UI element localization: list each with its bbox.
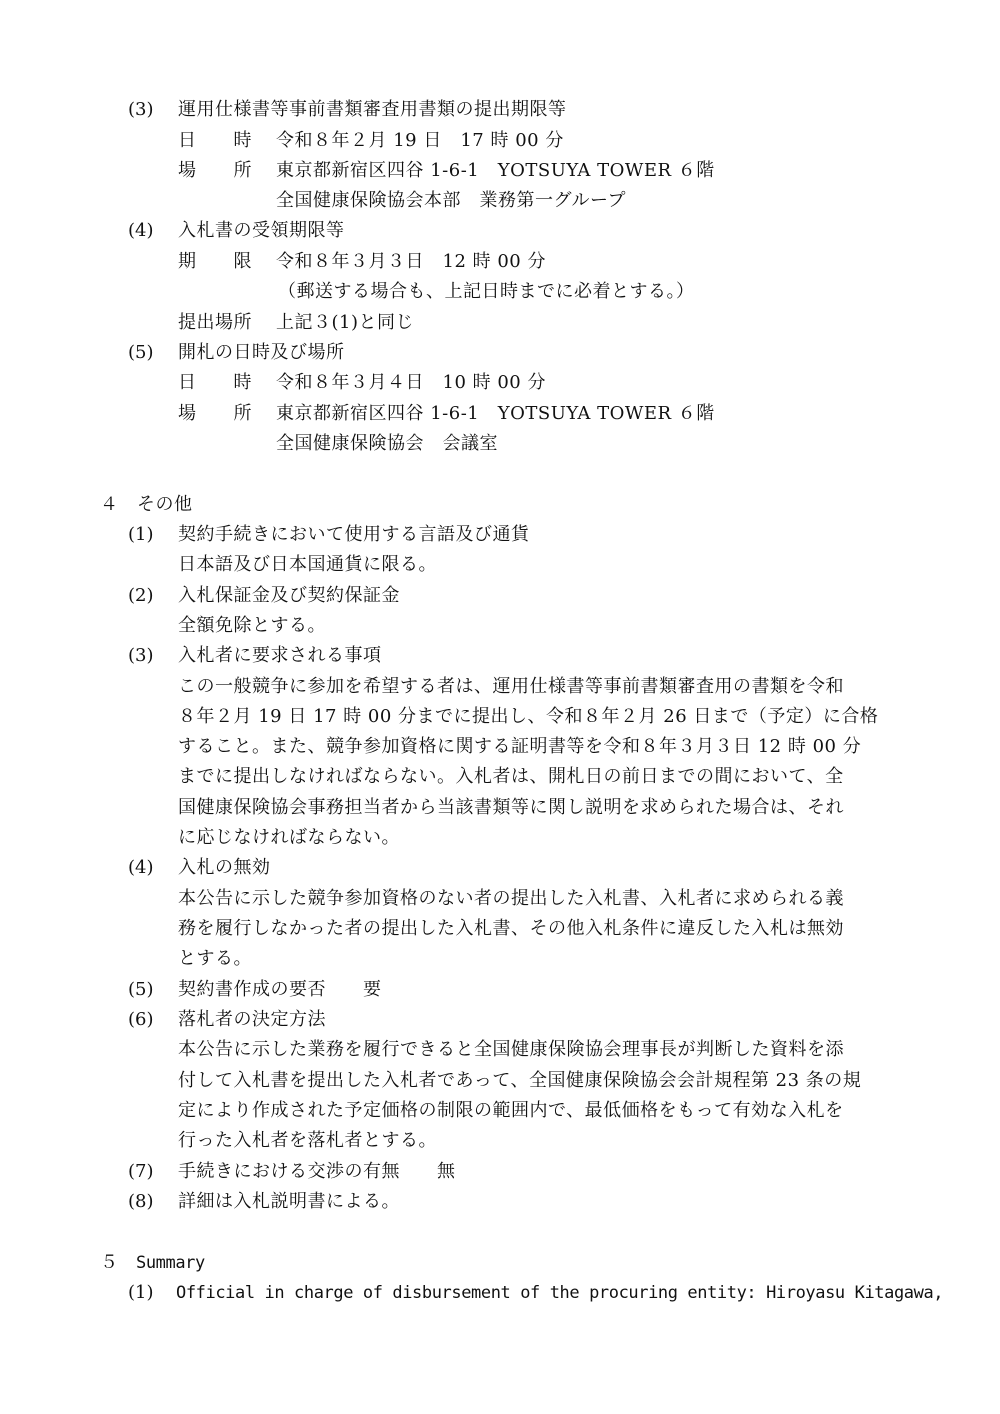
item-number: (3) (128, 645, 154, 666)
item-title: 契約手続きにおいて使用する言語及び通貨 (178, 524, 530, 545)
paragraph-line: 務を履行しなかった者の提出した入札書、その他入札条件に違反した入札は無効 (178, 918, 844, 939)
item-number: (3) (128, 99, 154, 120)
item-title: 入札書の受領期限等 (178, 220, 345, 241)
paragraph-line: ８年２月 19 日 17 時 00 分までに提出し、令和８年２月 26 日まで（予定）に合格 (178, 706, 879, 727)
item-number: (8) (128, 1191, 154, 1212)
section-number: ５ (100, 1252, 119, 1273)
paragraph-line: に応じなければならない。 (178, 827, 400, 848)
item-title: 落札者の決定方法 (178, 1009, 326, 1030)
paragraph-line: 定により作成された予定価格の制限の範囲内で、最低価格をもって有効な入札を (178, 1100, 844, 1121)
submit-place-value: 上記３(1)と同じ (276, 312, 414, 333)
item-title: 開札の日時及び場所 (178, 342, 345, 363)
place-line-1: 東京都新宿区四谷 1-6-1 YOTSUYA TOWER ６階 (276, 160, 715, 181)
deadline-label: 期 限 (178, 251, 252, 272)
place-label: 場 所 (178, 403, 252, 424)
date-label: 日 時 (178, 130, 252, 151)
paragraph-line: とする。 (178, 948, 252, 969)
place-line-2: 全国健康保険協会本部 業務第一グループ (276, 190, 627, 211)
paragraph-line: 本公告に示した業務を履行できると全国健康保険協会理事長が判断した資料を添 (178, 1039, 844, 1060)
item-title: 入札の無効 (178, 857, 271, 878)
paragraph-line: この一般競争に参加を希望する者は、運用仕様書等事前書類審査用の書類を令和 (178, 676, 844, 697)
paragraph-line: 付して入札書を提出した入札者であって、全国健康保険協会会計規程第 23 条の規 (178, 1070, 862, 1091)
item-title: 入札保証金及び契約保証金 (178, 585, 400, 606)
place-line-2: 全国健康保険協会 会議室 (276, 433, 498, 454)
place-label: 場 所 (178, 160, 252, 181)
item-number: (7) (128, 1161, 154, 1182)
item-number: (6) (128, 1009, 154, 1030)
deadline-note: （郵送する場合も、上記日時までに必着とする。） (278, 281, 695, 302)
paragraph-line: 行った入札者を落札者とする。 (178, 1130, 437, 1151)
paragraph-line: すること。また、競争参加資格に関する証明書等を令和８年３月３日 12 時 00 分 (178, 736, 862, 757)
item-number: (2) (128, 585, 154, 606)
item-number: (5) (128, 979, 154, 1000)
item-title: 手続きにおける交渉の有無 無 (178, 1161, 456, 1182)
item-number: (5) (128, 342, 154, 363)
date-value: 令和８年３月４日 10 時 00 分 (276, 372, 546, 393)
paragraph-line: 国健康保険協会事務担当者から当該書類等に関し説明を求められた場合は、それ (178, 797, 844, 818)
item-number: (1) (128, 1282, 154, 1303)
date-value: 令和８年２月 19 日 17 時 00 分 (276, 130, 564, 151)
item-number: (1) (128, 524, 154, 545)
section-title: Summary (136, 1253, 205, 1273)
item-body: 全額免除とする。 (178, 615, 326, 636)
item-number: (4) (128, 220, 154, 241)
deadline-value: 令和８年３月３日 12 時 00 分 (276, 251, 546, 272)
section-4-heading: ４ その他 (100, 494, 193, 515)
item-title: 契約書作成の要否 要 (178, 979, 382, 1000)
item-title: 運用仕様書等事前書類審査用書類の提出期限等 (178, 99, 567, 120)
item-body: 日本語及び日本国通貨に限る。 (178, 554, 437, 575)
item-title: 詳細は入札説明書による。 (178, 1191, 400, 1212)
date-label: 日 時 (178, 372, 252, 393)
paragraph-line: までに提出しなければならない。入札者は、開札日の前日までの間において、全 (178, 766, 844, 787)
item-text: Official in charge of disbursement of the procuring entity: Hiroyasu Kitagawa, (176, 1283, 944, 1303)
item-title: 入札者に要求される事項 (178, 645, 382, 666)
item-number: (4) (128, 857, 154, 878)
place-line-1: 東京都新宿区四谷 1-6-1 YOTSUYA TOWER ６階 (276, 403, 715, 424)
paragraph-line: 本公告に示した競争参加資格のない者の提出した入札書、入札者に求められる義 (178, 888, 844, 909)
submit-place-label: 提出場所 (178, 312, 252, 333)
